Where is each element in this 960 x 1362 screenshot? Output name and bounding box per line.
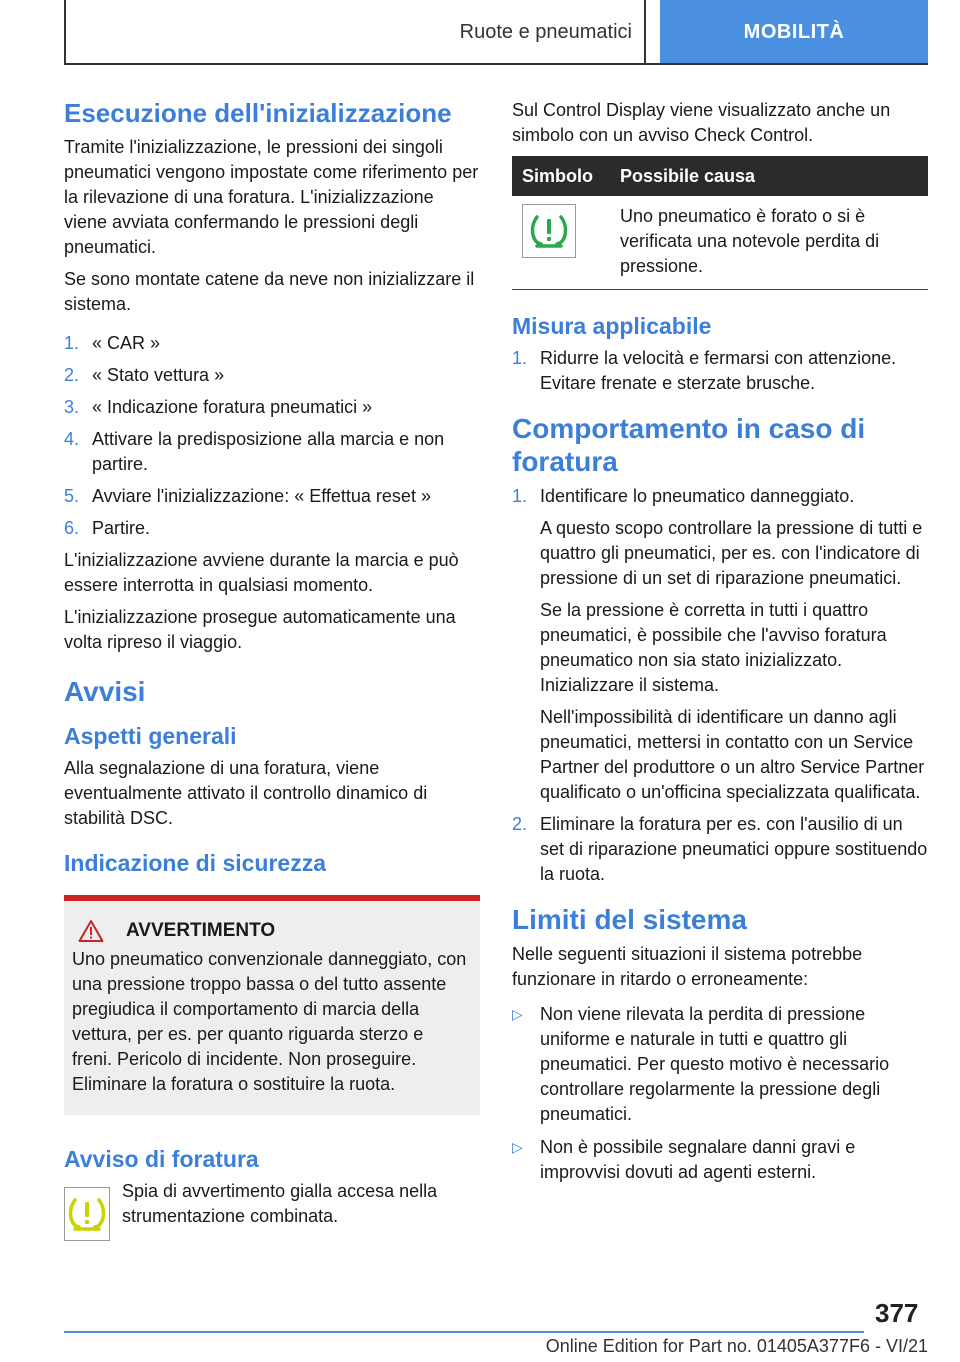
warning-label: AVVERTIMENTO [126,920,276,941]
table-header-cause: Possibile causa [610,156,928,196]
step-text: Eliminare la foratura per es. con l'ausilio di un set di riparazione pneumatici oppure sostituendo la ruota. [540,814,928,884]
warning-triangle-icon [78,919,104,943]
misura-steps-list [512,346,928,396]
misura-heading: Misura applicabile [512,313,712,339]
list-item [512,346,928,396]
table-header-row [512,156,928,196]
table-cell-cause: Uno pneumatico è forato o si è verificata una notevole perdita di pressione. [610,196,928,290]
init-steps-list [64,331,480,541]
step-number: 1. [512,348,528,368]
list-item-text: Non viene rilevata la perdita di pressione uniforme e naturale in tutti e quattro gli pneumatici. Per questo motivo è necessario controllare regolarmente la pressione degli pneumatici. [540,1004,890,1124]
list-item [64,427,480,477]
step-number: 1. [64,333,80,353]
list-item-text: Non è possibile segnalare danni gravi e improvvisi dovuti ad agenti esterni. [540,1137,856,1182]
limiti-list [512,1002,928,1185]
warning-box [64,895,480,1115]
init-paragraph-2: Se sono montate catene da neve non inizializzare il sistema. [64,269,475,314]
warning-text: Uno pneumatico convenzionale danneggiato, con una pressione troppo bassa o del tutto assente pregiudica il comportamento di marcia della vettura, per es. per quanto riguarda sterzo e freni. Pericolo di incidente. Non proseguire. Eliminare la foratura o sostituire la ruota. [72,949,467,1094]
avvisi-heading: Avvisi [64,676,146,707]
header-chapter-tab[interactable]: MOBILITÀ [660,0,928,64]
step-text: « CAR » [92,333,161,353]
step-text: Identificare lo pneumatico danneggiato. [540,486,855,506]
list-item [64,484,480,509]
step-text: Attivare la predisposizione alla marcia e non partire. [92,429,445,474]
step-text: Avviare l'inizializzazione: « Effettua reset » [92,486,431,506]
triangle-bullet-icon: ▷ [512,1139,523,1155]
table-row [512,196,928,290]
triangle-bullet-icon: ▷ [512,1006,523,1022]
left-column [64,98,480,1241]
aspetti-paragraph: Alla segnalazione di una foratura, viene eventualmente attivato il controllo dinamico di stabilità DSC. [64,758,428,828]
footer-edition: Online Edition for Part no. 01405A377F6 - VI/21 [545,1336,928,1356]
limiti-paragraph: Nelle seguenti situazioni il sistema potrebbe funzionare in ritardo o erroneamente: [512,944,863,989]
step-number: 2. [64,365,80,385]
aspetti-heading: Aspetti generali [64,723,237,749]
step-number: 2. [512,814,528,834]
foratura-heading: Avviso di foratura [64,1146,259,1172]
step-subtext-2: Se la pressione è corretta in tutti i quattro pneumatici, è possibile che l'avviso foratura pneumatico non sia stato inizializzato. Inizializzare il sistema. [540,600,887,695]
tire-pressure-warning-icon [64,1187,110,1241]
step-number: 1. [512,486,528,506]
step-text: Ridurre la velocità e fermarsi con attenzione. Evitare frenate e sterzate brusche. [540,348,897,393]
list-item [64,363,480,388]
init-paragraph-1: Tramite l'inizializzazione, le pressioni dei singoli pneumatici vengono impostate come riferimento per la rilevazione di una foratura. L'inizializzazione viene avviata confermando le pressioni degli pneumatici. [64,137,479,257]
list-item [64,395,480,420]
foratura-text: Spia di avvertimento gialla accesa nella strumentazione combinata. [122,1181,438,1226]
comportamento-heading: Comportamento in caso di foratura [512,413,866,477]
step-number: 4. [64,429,80,449]
tire-pressure-warning-icon [522,204,576,258]
step-number: 6. [64,518,80,538]
comportamento-steps-list [512,484,928,887]
sicurezza-heading: Indicazione di sicurezza [64,850,327,876]
list-item [64,331,480,356]
step-subtext-1: A questo scopo controllare la pressione di tutti e quattro gli pneumatici, per es. con l'indicatore di pressione di un set di riparazione pneumatici. [540,518,923,588]
step-number: 3. [64,397,80,417]
foratura-indicator [64,1179,480,1241]
step-content [540,484,928,805]
table-header-symbol: Simbolo [512,156,610,196]
list-item [512,484,928,805]
warning-header [78,919,468,943]
step-text: « Indicazione foratura pneumatici » [92,397,373,417]
symbol-table [512,156,928,290]
control-display-intro: Sul Control Display viene visualizzato anche un simbolo con un avviso Check Control. [512,100,891,145]
init-paragraph-4: L'inizializzazione prosegue automaticamente una volta ripreso il viaggio. [64,607,456,652]
page-number: 377 [875,1298,919,1328]
list-item [64,516,480,541]
init-paragraph-3: L'inizializzazione avviene durante la marcia e può essere interrotta in qualsiasi momento. [64,550,459,595]
list-item [512,812,928,887]
list-item [512,1002,928,1127]
step-text: Partire. [92,518,151,538]
step-number: 5. [64,486,80,506]
header-section-title: Ruote e pneumatici [66,0,646,64]
table-cell-symbol [512,196,610,290]
step-subtext-3: Nell'impossibilità di identificare un danno agli pneumatici, mettersi in contatto con un Service Partner del produttore o un altro Service Partner qualificato o un'officina specializzata qualificata. [540,707,925,802]
header-divider [64,63,928,65]
step-text: « Stato vettura » [92,365,225,385]
list-item [512,1135,928,1185]
init-heading: Esecuzione dell'inizializzazione [64,98,452,128]
limiti-heading: Limiti del sistema [512,904,747,935]
right-column [512,98,928,1193]
footer-divider [64,1331,864,1333]
